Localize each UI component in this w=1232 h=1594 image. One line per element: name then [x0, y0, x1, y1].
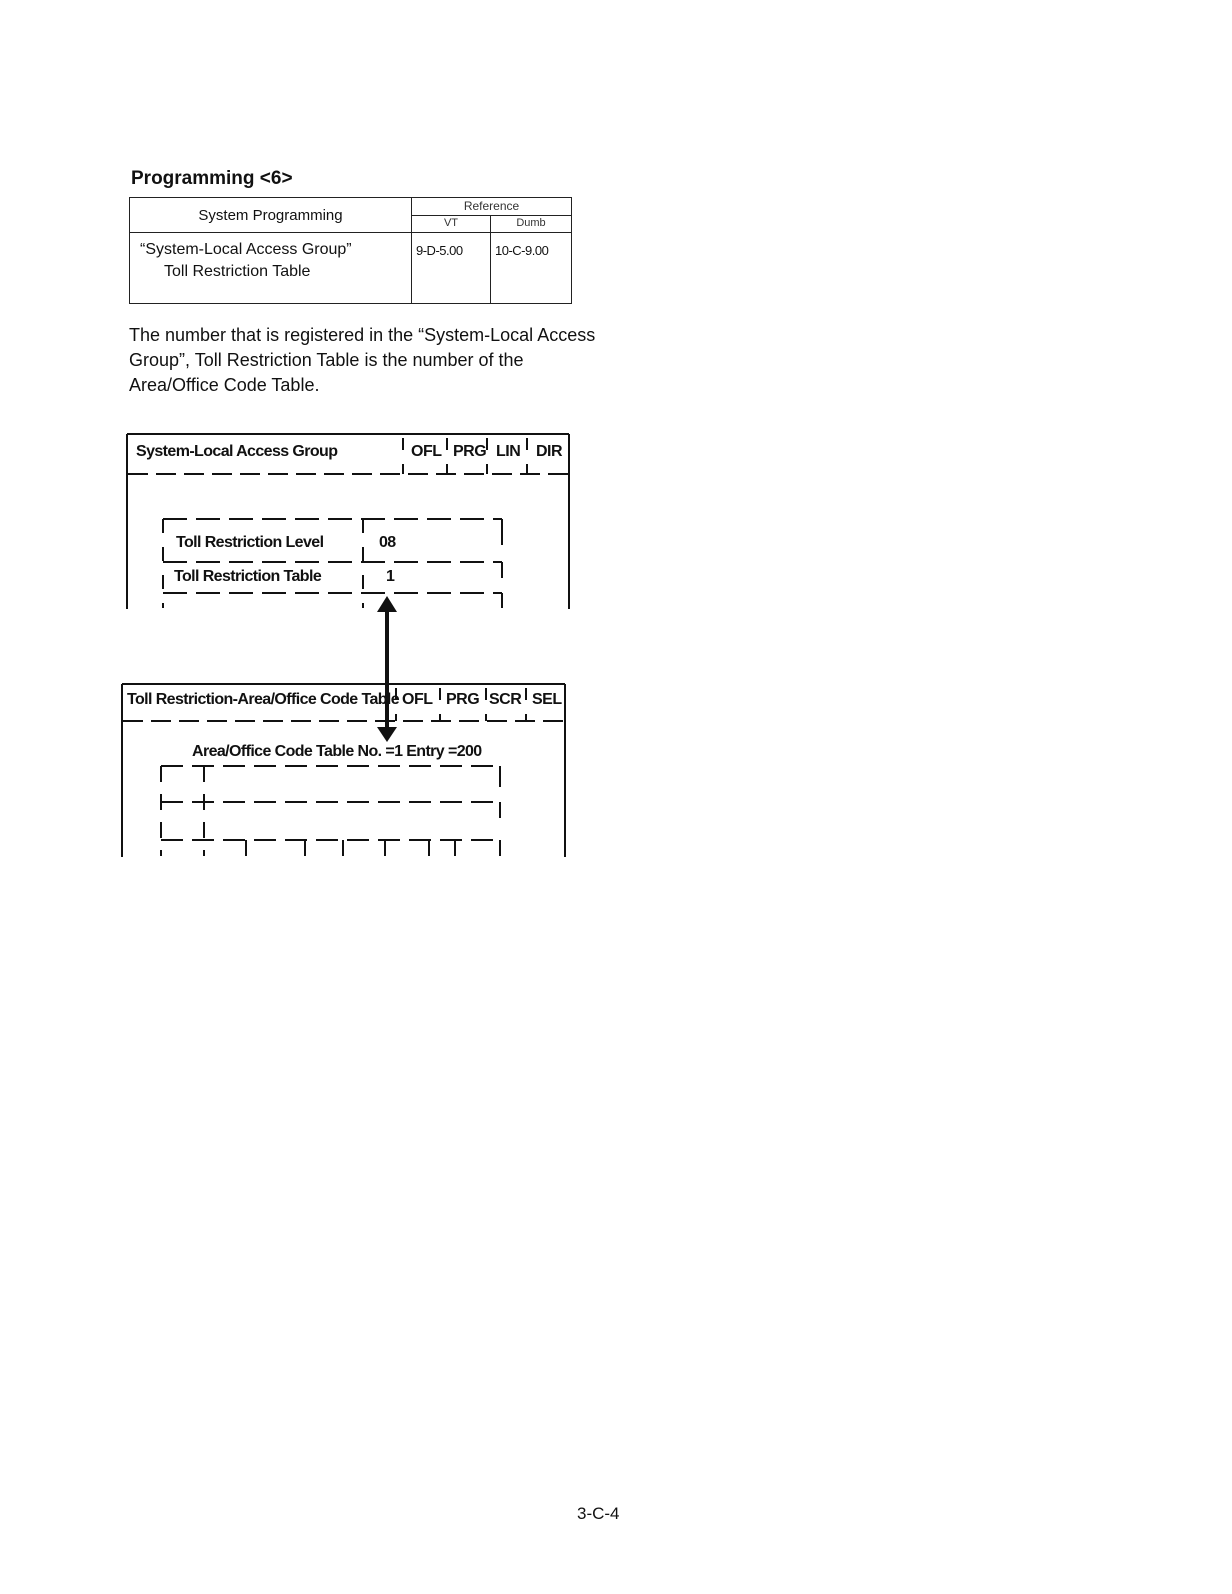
screen1-tab-lin[interactable]: LIN [496, 443, 521, 460]
toll-restriction-level-value[interactable]: 08 [379, 534, 396, 551]
screen1-title: System-Local Access Group [136, 443, 338, 460]
body-paragraph: The number that is registered in the “System-Local Access Group”, Toll Restriction Table is the number of the Area/Office Code Table. [129, 325, 596, 395]
screen2-tab-sel[interactable]: SEL [532, 691, 562, 708]
reference-dumb-value: 10-C-9.00 [491, 233, 572, 304]
screen1-tab-prg[interactable]: PRG [453, 443, 487, 460]
reference-vt-value: 9-D-5.00 [412, 233, 491, 304]
page-number: 3-C-4 [577, 1504, 620, 1523]
column-header-vt: VT [412, 216, 491, 233]
screen1-tab-dir[interactable]: DIR [536, 443, 563, 460]
toll-restriction-table-value[interactable]: 1 [386, 568, 395, 585]
section-heading: Programming <6> [131, 168, 293, 189]
toll-restriction-level-label: Toll Restriction Level [176, 534, 324, 551]
screen2-tab-prg[interactable]: PRG [446, 691, 480, 708]
column-header-system-programming: System Programming [130, 198, 412, 233]
screen2-title: Toll Restriction-Area/Office Code Table [127, 691, 400, 708]
screen1-tab-ofl[interactable]: OFL [411, 443, 442, 460]
arrow-up-icon [377, 596, 397, 612]
arrow-down-icon [377, 727, 397, 742]
column-header-reference: Reference [412, 198, 572, 216]
reference-item-line2: Toll Restriction Table [164, 263, 311, 280]
reference-item-line1: “System-Local Access Group” [140, 241, 352, 258]
toll-restriction-table-label: Toll Restriction Table [174, 568, 322, 585]
column-header-dumb: Dumb [491, 216, 572, 233]
screen2-tab-ofl[interactable]: OFL [402, 691, 433, 708]
screen2-subtitle: Area/Office Code Table No. =1 Entry =200 [192, 743, 482, 760]
screen2-tab-scr[interactable]: SCR [489, 691, 522, 708]
